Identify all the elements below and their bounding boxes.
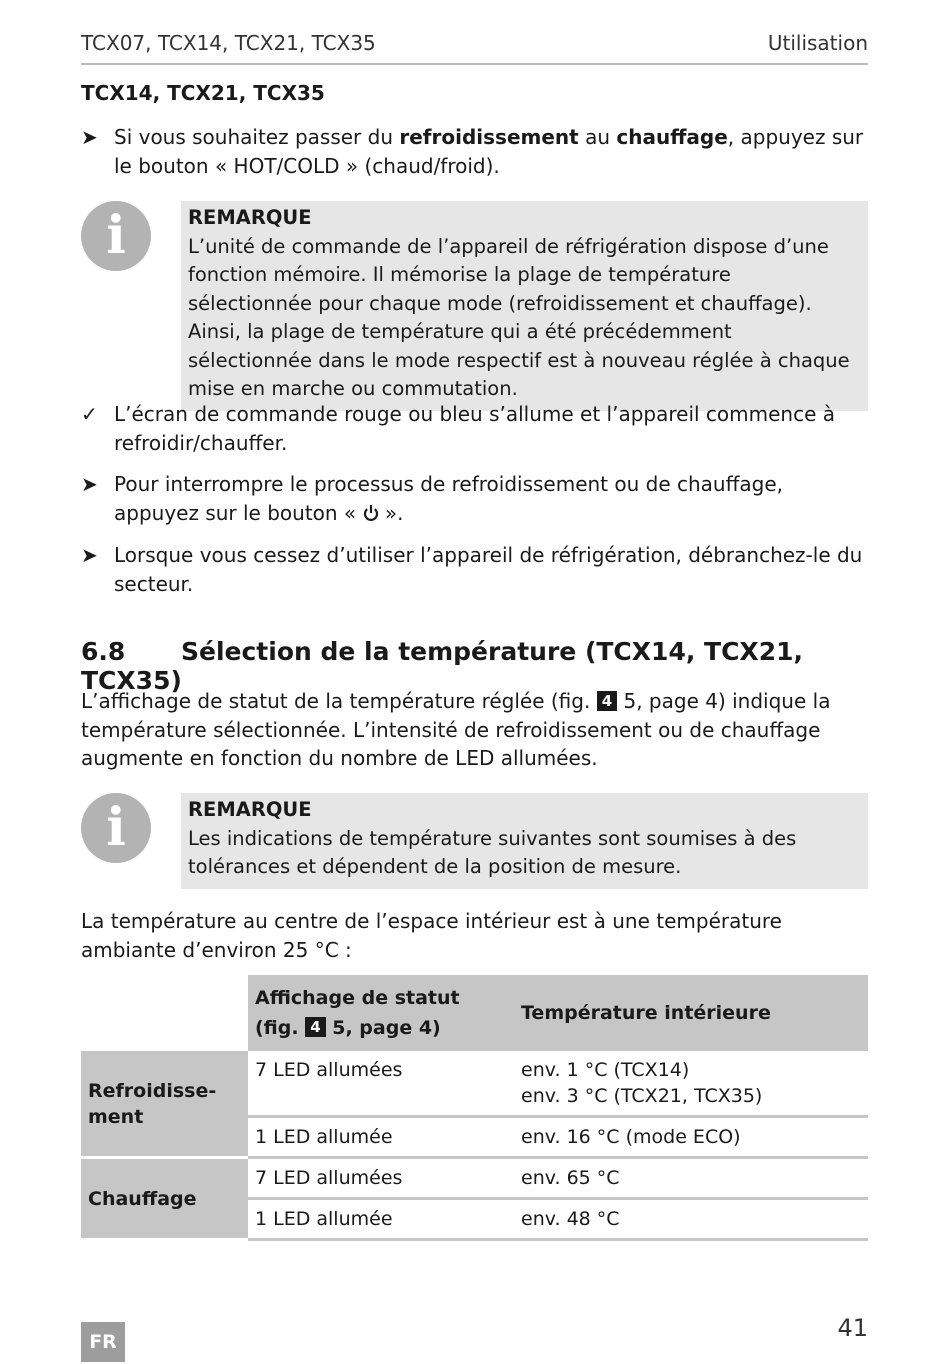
note-title: REMARQUE — [188, 798, 312, 821]
column-header-status: Affichage de statut (fig. 4 5, page 4) — [248, 975, 514, 1051]
table-cell: 7 LED allumées — [248, 1051, 514, 1117]
running-header — [81, 31, 868, 65]
note-content — [181, 201, 868, 411]
table-cell: env. 48 °C — [514, 1199, 868, 1240]
power-icon — [363, 501, 379, 525]
instruction-step — [81, 541, 868, 598]
table-cell: env. 16 °C (mode ECO) — [514, 1117, 868, 1158]
note-text: Les indications de température suivantes sont soumises à des tolérances et dépendent de la position de mesure. — [188, 826, 797, 878]
temperature-table — [81, 975, 868, 1241]
table-cell: env. 1 °C (TCX14) env. 3 °C (TCX21, TCX35) — [514, 1051, 868, 1117]
header-chapter: Utilisation — [767, 31, 868, 55]
check-icon: ✓ — [81, 402, 98, 426]
column-header-temperature: Température intérieure — [514, 975, 868, 1051]
ambient-paragraph: La température au centre de l’espace intérieur est à une température ambiante d’environ 25 °C : — [81, 909, 782, 962]
note-title: REMARQUE — [188, 206, 312, 229]
arrow-right-icon: ➤ — [81, 125, 98, 149]
table-header-row — [81, 975, 868, 1051]
step-text: Si vous souhaitez passer du refroidissement au chauffage, appuyez sur le bouton « HOT/COLD » (chaud/froid). — [114, 125, 864, 178]
section-number: 6.8 — [81, 637, 126, 666]
figure-badge: 4 — [305, 1017, 325, 1037]
note-text: L’unité de commande de l’appareil de réfrigération dispose d’une fonction mémoire. Il mémorise la plage de température sélectionnée pour chaque mode (refroidissement et chauffage). Ainsi, la plage de température qui a été précédemment sélectionnée dans le mode respectif est à nouveau réglée à chaque mise en marche ou commutation. — [188, 234, 850, 400]
table-cell: 1 LED allumée — [248, 1199, 514, 1240]
step-text: Pour interrompre le processus de refroidissement ou de chauffage, appuyez sur le bouton « ». — [114, 472, 784, 525]
arrow-right-icon: ➤ — [81, 472, 98, 496]
intro-paragraph: L’affichage de statut de la température réglée (fig. 4 5, page 4) indique la température sélectionnée. L’intensité de refroidissement ou de chauffage augmente en fonction du nombre de LED allumées. — [81, 689, 831, 770]
result-step — [81, 400, 868, 457]
note-content — [181, 793, 868, 889]
table-cell: env. 65 °C — [514, 1158, 868, 1199]
header-models: TCX07, TCX14, TCX21, TCX35 — [81, 31, 376, 55]
page-number: 41 — [837, 1314, 868, 1342]
section-title: Sélection de la température (TCX14, TCX21, TCX35) — [81, 637, 803, 695]
table-corner — [81, 975, 248, 1051]
table-row — [81, 1158, 868, 1199]
table-cell: 7 LED allumées — [248, 1158, 514, 1199]
figure-badge: 4 — [597, 691, 617, 711]
step-text: Lorsque vous cessez d’utiliser l’appareil de réfrigération, débranchez-le du secteur. — [114, 543, 863, 596]
instruction-step — [81, 470, 868, 527]
arrow-right-icon: ➤ — [81, 543, 98, 567]
table-cell: 1 LED allumée — [248, 1117, 514, 1158]
instruction-step — [81, 123, 868, 180]
table-row — [81, 1051, 868, 1117]
row-header-heating: Chauffage — [81, 1158, 248, 1240]
info-icon: i — [81, 793, 151, 863]
subheading: TCX14, TCX21, TCX35 — [81, 81, 325, 105]
info-icon: i — [81, 201, 151, 271]
row-header-cooling: Refroidisse-ment — [81, 1051, 248, 1158]
result-text: L’écran de commande rouge ou bleu s’allume et l’appareil commence à refroidir/chauffer. — [114, 402, 836, 455]
language-badge: FR — [81, 1322, 125, 1362]
